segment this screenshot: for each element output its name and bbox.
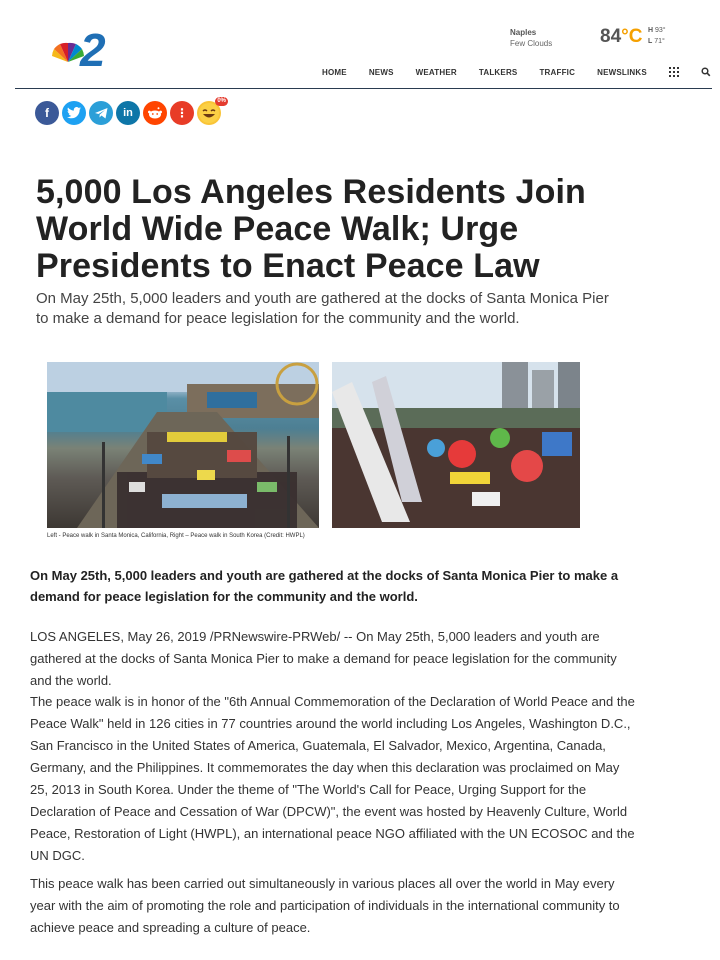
- weather-low: L 71°: [648, 38, 665, 45]
- photo-south-korea-peace-walk: [332, 362, 580, 528]
- nav-item-newslinks[interactable]: NEWSLINKS: [597, 67, 647, 77]
- nav-item-news[interactable]: NEWS: [368, 67, 394, 77]
- weather-city: Naples: [510, 28, 537, 37]
- article-paragraph: This peace walk has been carried out simultaneously in various places all over the world in May every year with the aim of promoting the role and participation of individuals in the international community to achieve peace and spreading a culture of peace.: [30, 876, 620, 935]
- weather-high: H 93°: [648, 27, 666, 34]
- photo-santa-monica-peace-walk: [47, 362, 319, 528]
- main-nav: [322, 66, 711, 78]
- photo-caption: Left - Peace walk in Santa Monica, California, Right – Peace walk in South Korea (Credit: HWPL): [47, 533, 305, 539]
- linkedin-icon[interactable]: in: [116, 101, 140, 125]
- reaction-count-badge: 0%: [217, 98, 226, 104]
- weather-condition: Few Clouds: [510, 39, 553, 48]
- weather-widget[interactable]: [510, 26, 710, 52]
- header-divider: [15, 88, 712, 89]
- logo-number: 2: [80, 26, 106, 74]
- facebook-icon[interactable]: f: [35, 101, 59, 125]
- reddit-icon[interactable]: [143, 101, 167, 125]
- article-paragraph: LOS ANGELES, May 26, 2019 /PRNewswire-PRWeb/ -- On May 25th, 5,000 leaders and youth are gathered at the docks of Santa Monica Pier to make a demand for peace legislation for the community and the world.: [30, 629, 617, 688]
- search-icon[interactable]: [701, 67, 711, 77]
- apps-grid-icon[interactable]: [669, 67, 679, 77]
- telegram-icon[interactable]: [89, 101, 113, 125]
- share-bar: [35, 98, 226, 127]
- article-headline: 5,000 Los Angeles Residents Join World Wide Peace Walk; Urge Presidents to Enact Peace Law: [36, 173, 586, 285]
- emoji-reaction-icon[interactable]: [197, 98, 226, 125]
- site-header: [0, 0, 720, 92]
- article-lead: On May 25th, 5,000 leaders and youth are gathered at the docks of Santa Monica Pier to make a demand for peace legislation for the community and the world.: [30, 568, 619, 604]
- nav-item-home[interactable]: HOME: [322, 67, 347, 77]
- nav-item-traffic[interactable]: TRAFFIC: [539, 67, 576, 77]
- article-subhead: On May 25th, 5,000 leaders and youth are gathered at the docks of Santa Monica Pier to make a demand for peace legislation for the community and the world.: [36, 290, 609, 327]
- nav-item-weather[interactable]: WEATHER: [415, 67, 457, 77]
- nav-item-talkers[interactable]: TALKERS: [478, 67, 518, 77]
- temperature-unit: °C: [621, 26, 643, 47]
- weather-temperature: 84°C: [600, 26, 643, 47]
- nbc2-logo[interactable]: [50, 26, 120, 74]
- more-icon[interactable]: ⋮: [170, 101, 194, 125]
- twitter-icon[interactable]: [62, 101, 86, 125]
- article-paragraph: The peace walk is in honor of the "6th Annual Commemoration of the Declaration of World Peace and the Peace Walk" held in 126 cities in 77 countries around the world including Los Angeles, Washington D.C., San Francisco in the United States of America, Guatemala, El Salvador, Mexico, Argentina, Canada, Germany, and the Philippines. It commemorates the day when this declaration was proclaimed on May 25, 2013 in South Korea. Under the theme of "The World's Call for Peace, Urging Support for the Declaration of Peace and Cessation of War (DPCW)", the event was hosted by Heavenly Culture, World Peace, Restoration of Light (HWPL), an international peace NGO affiliated with the UN ECOSOC and the UN DGC.: [30, 694, 635, 863]
